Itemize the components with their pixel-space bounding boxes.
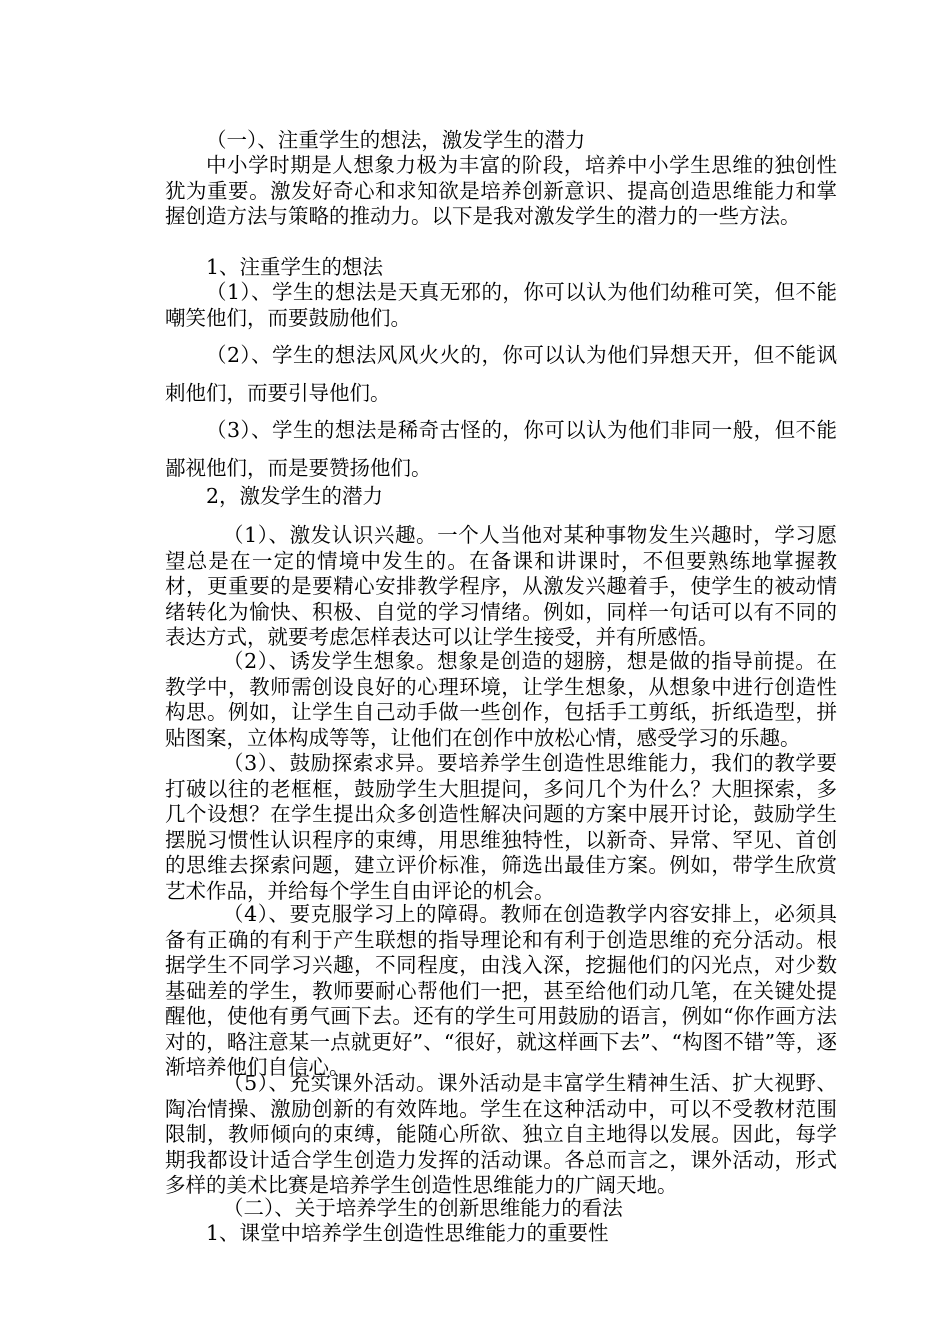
point-2-2: （2）、诱发学生想象。想象是创造的翅膀，想是做的指导前提。在教学中，教师需创设良好的心理环境，让学生想象，从想象中进行创造性构思。例如，让学生自己动手做一些创作，包括手工剪纸，折纸造型，拼贴图案，立体构成等等，让他们在创作中放松心情，感受学习的乐趣。	[165, 649, 837, 750]
point-1-1: （1）、学生的想法是天真无邪的，你可以认为他们幼稚可笑，但不能嘲笑他们，而要鼓励他们。	[165, 280, 837, 330]
subheading-1: 1、注重学生的想法	[206, 255, 384, 279]
point-2-3: （3）、鼓励探索求异。要培养学生创造性思维能力，我们的教学要打破以往的老框框，鼓励学生大胆提问，多问几个为什么？大胆探索，多几个设想？在学生提出众多创造性解决问题的方案中展开讨论，鼓励学生摆脱习惯性认识程序的束缚，用思维独特性，以新奇、异常、罕见、首创的思维去探索问题，建立评价标准，筛选出最佳方案。例如，带学生欣赏艺术作品，并给每个学生自由评论的机会。	[165, 751, 837, 903]
point-2-1: （1）、激发认识兴趣。一个人当他对某种事物发生兴趣时，学习愿望总是在一定的情境中发生的。在备课和讲课时，不但要熟练地掌握教材，更重要的是要精心安排教学程序，从激发兴趣着手，使学生的被动情绪转化为愉快、积极、自觉的学习情绪。例如，同样一句话可以有不同的表达方式，就要考虑怎样表达可以让学生接受，并有所感悟。	[165, 523, 837, 649]
point-2-5: （5）、充实课外活动。课外活动是丰富学生精神生活、扩大视野、陶冶情操、激励创新的有效阵地。学生在这种活动中，可以不受教材范围限制，教师倾向的束缚，能随心所欲、独立自主地得以发展。因此，每学期我都设计适合学生创造力发挥的活动课。各总而言之，课外活动，形式多样的美术比赛是培养学生创造性思维能力的广阔天地。	[165, 1071, 837, 1197]
intro-paragraph: 中小学时期是人想象力极为丰富的阶段，培养中小学生思维的独创性犹为重要。激发好奇心和求知欲是培养创新意识、提高创造思维能力和掌握创造方法与策略的推动力。以下是我对激发学生的潜力的一些方法。	[165, 153, 837, 228]
point-1-2: （2）、学生的想法风风火火的，你可以认为他们异想天开，但不能讽刺他们，而要引导他们。	[165, 343, 837, 405]
point-2-4: （4）、要克服学习上的障碍。教师在创造教学内容安排上，必须具备有正确的有利于产生联想的指导理论和有利于创造思维的充分活动。根据学生不同学习兴趣，不同程度，由浅入深，挖掘他们的闪光点，对少数基础差的学生，教师要耐心帮他们一把，甚至给他们动几笔，在关键处提醒他，使他有勇气画下去。还有的学生可用鼓励的语言，例如“你作画方法对的，略注意某一点就更好”、“很好，就这样画下去”、“构图不错”等，逐渐培养他们自信心。	[165, 902, 837, 1079]
section-heading-2: （二）、关于培养学生的创新思维能力的看法	[223, 1196, 623, 1220]
point-1-3: （3）、学生的想法是稀奇古怪的，你可以认为他们非同一般，但不能鄙视他们，而是要赞扬他们。	[165, 418, 837, 480]
subheading-3: 1、课堂中培养学生创造性思维能力的重要性	[206, 1221, 609, 1245]
section-heading-1: （一）、注重学生的想法，激发学生的潜力	[206, 128, 586, 152]
subheading-2: 2，激发学生的潜力	[206, 484, 384, 508]
